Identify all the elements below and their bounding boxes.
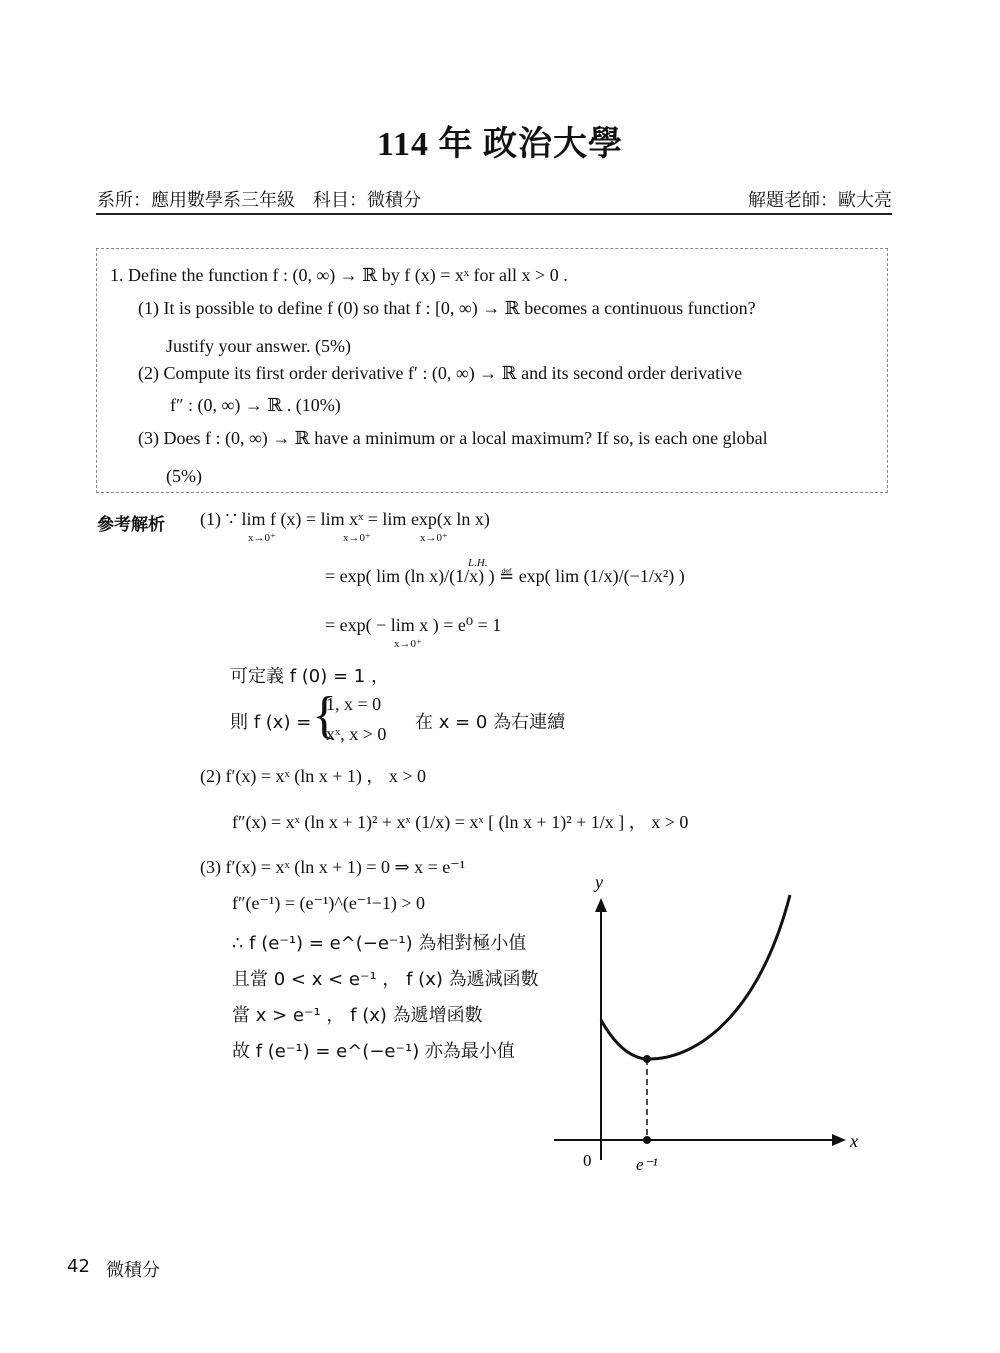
sol-2-line-a: (2) f′(x) = xˣ (ln x + 1) ， x > 0: [200, 766, 427, 786]
sol-1-piecewise-case-2: xˣ, x > 0: [326, 724, 387, 744]
sol-1-piecewise-suffix: 在 x = 0 為右連續: [415, 712, 566, 733]
page-title: 114 年 政治大學: [376, 126, 624, 163]
sol-1-limit-sub-4: x→0⁺: [394, 638, 422, 650]
sol-3-line-b: f″(e⁻¹) = (e⁻¹)^(e⁻¹−1) > 0: [232, 893, 426, 913]
sol-1-line-b: = exp( lim (ln x)/(1/x) ) ≝ exp( lim (1/x)/(−1/x²) ): [325, 566, 685, 586]
sol-1-limit-sub-1: x→0⁺: [248, 532, 276, 544]
sol-1-piecewise-case-1: 1, x = 0: [326, 694, 382, 714]
sol-1-line-a: (1) ∵ lim f (x) = lim xˣ = lim exp(x ln x): [200, 509, 490, 529]
sol-1-line-c: = exp( − lim x ) = e⁰ = 1: [325, 615, 502, 635]
origin-label: 0: [583, 1151, 592, 1170]
function-graph: [540, 860, 880, 1180]
sol-3-line-e: 當 x > e⁻¹ ， f (x) 為遞增函數: [232, 1005, 483, 1026]
sol-1-line-d: 可定義 f (0) = 1 ，: [230, 666, 389, 687]
sol-3-line-a: (3) f′(x) = xˣ (ln x + 1) = 0 ⇒ x = e⁻¹: [200, 857, 466, 877]
question-line-6: (3) Does f : (0, ∞) → ℝ have a minimum or a local maximum? If so, is each one global: [138, 428, 768, 448]
sol-1-limit-sub-3: x→0⁺: [420, 532, 448, 544]
minimum-x-label: e⁻¹: [636, 1155, 658, 1174]
question-line-2: (1) It is possible to define f (0) so that f : [0, ∞) → ℝ becomes a continuous function?: [138, 298, 756, 318]
x-axis-label: x: [850, 1131, 858, 1151]
question-line-1: 1. Define the function f : (0, ∞) → ℝ by f (x) = xˣ for all x > 0 .: [110, 265, 568, 285]
question-line-3: Justify your answer. (5%): [166, 336, 351, 356]
sol-2-line-b: f″(x) = xˣ (ln x + 1)² + xˣ (1/x) = xˣ [ (ln x + 1)² + 1/x ] ， x > 0: [232, 812, 689, 832]
question-line-4: (2) Compute its first order derivative f′ : (0, ∞) → ℝ and its second order derivative: [138, 363, 743, 383]
header-rule: [96, 213, 892, 215]
minimum-x-point: [643, 1136, 651, 1144]
sol-3-line-d: 且當 0 < x < e⁻¹ ， f (x) 為遞減函數: [232, 969, 539, 990]
piecewise-brace: {: [312, 687, 337, 744]
function-curve: [601, 895, 790, 1059]
sol-1-lhopital-mark: L.H.: [468, 557, 488, 569]
y-axis-label: y: [595, 872, 603, 892]
x-axis-arrow: [832, 1134, 846, 1146]
sol-1-piecewise-prefix: 則 f (x) =: [230, 712, 312, 733]
book-name: 微積分: [106, 1260, 160, 1281]
sol-3-line-f: 故 f (e⁻¹) = e^(−e⁻¹) 亦為最小值: [232, 1041, 515, 1062]
minimum-point: [643, 1055, 651, 1063]
question-line-7: (5%): [166, 466, 202, 486]
sol-1-limit-sub-2: x→0⁺: [343, 532, 371, 544]
question-line-5: f″ : (0, ∞) → ℝ . (10%): [170, 395, 341, 415]
sol-3-line-c: ∴ f (e⁻¹) = e^(−e⁻¹) 為相對極小值: [232, 933, 527, 954]
solution-label: 參考解析: [97, 515, 165, 535]
header-department-subject: 系所：應用數學系三年級 科目：微積分: [97, 190, 421, 211]
page-number: 42: [67, 1256, 90, 1277]
y-axis-arrow: [595, 898, 607, 912]
header-teacher: 解題老師：歐大亮: [748, 190, 892, 211]
